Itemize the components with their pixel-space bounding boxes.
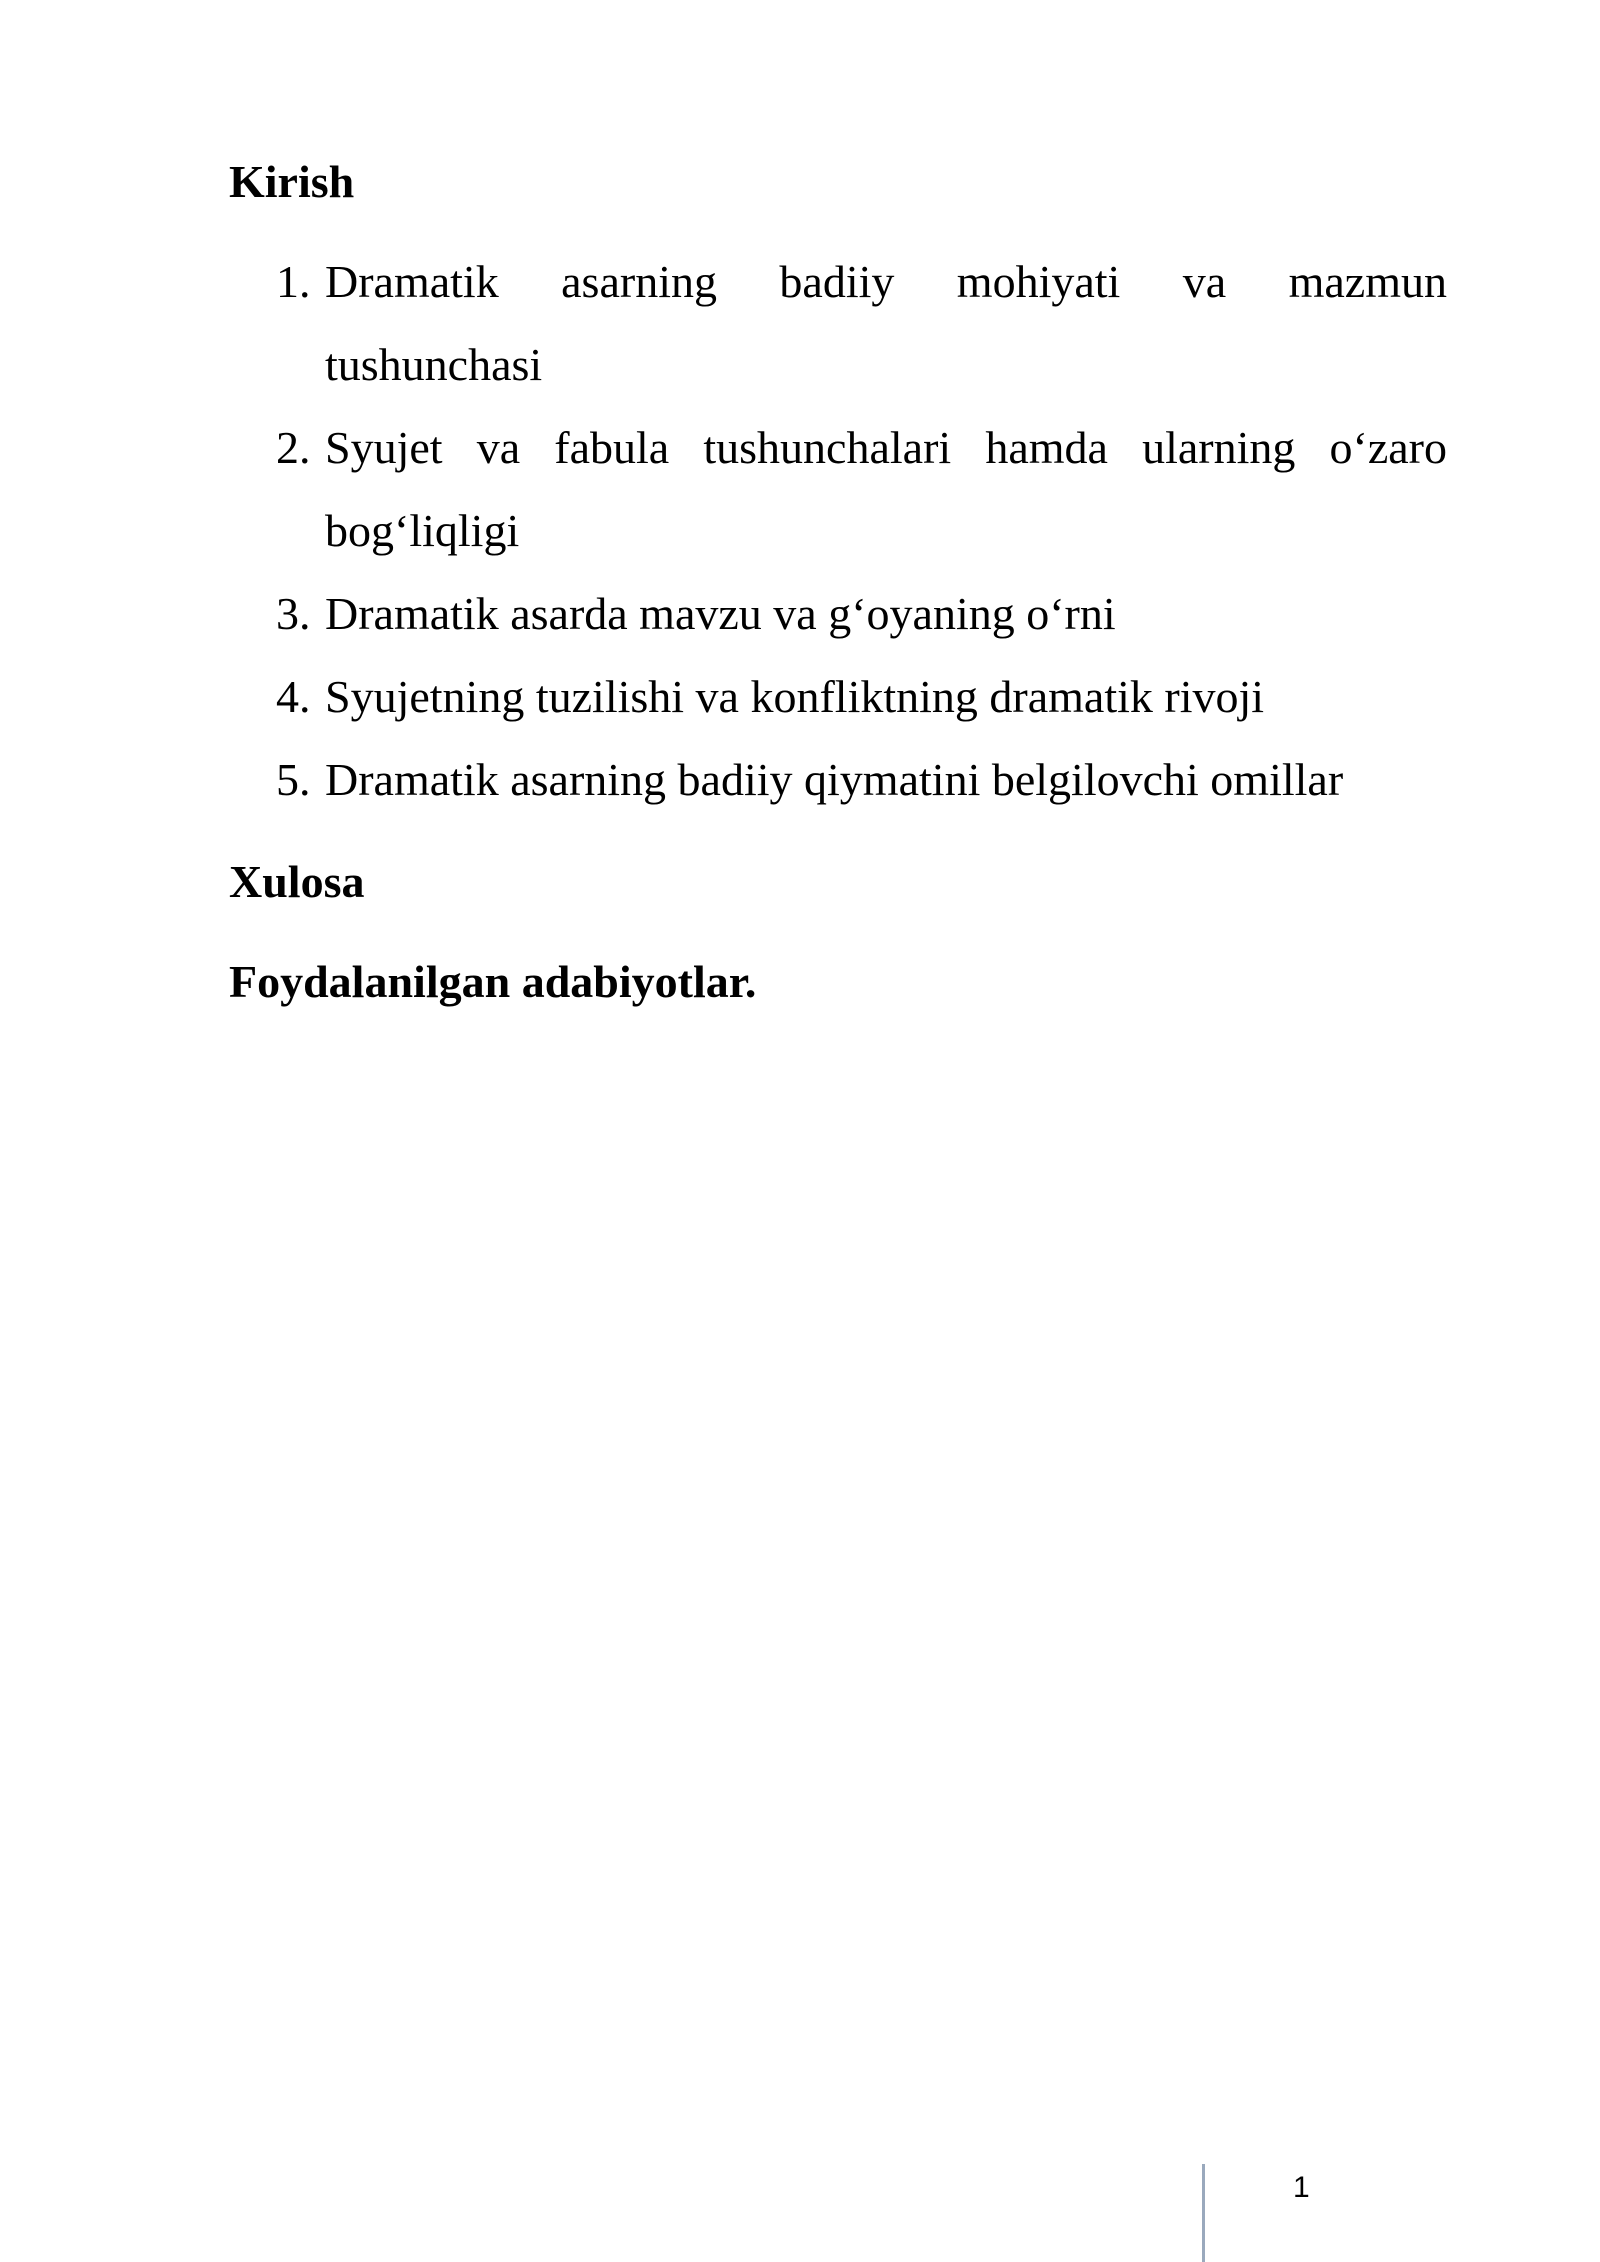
toc-item-text-line1: Dramatik asarning badiiy mohiyati va mazmun: [325, 256, 1447, 307]
conclusion-heading: Xulosa: [229, 856, 365, 907]
toc-item-text-line1: Syujet va fabula tushunchalari hamda ularning o‘zaro: [325, 422, 1447, 473]
toc-item-text-line2: tushunchasi: [325, 339, 543, 390]
toc-item-number: 5.: [276, 754, 311, 805]
footer-divider: [1202, 2164, 1205, 2262]
toc-item-1: [229, 240, 1447, 406]
toc-item-number: 4.: [276, 671, 311, 722]
toc-item-number: 2.: [276, 422, 311, 473]
toc-item-5: [229, 738, 1447, 821]
toc-item-3: [229, 572, 1447, 655]
table-of-contents: [229, 240, 1447, 821]
toc-item-number: 1.: [276, 256, 311, 307]
toc-item-number: 3.: [276, 588, 311, 639]
page-number: 1: [1293, 2171, 1310, 2204]
toc-item-4: [229, 655, 1447, 738]
toc-item-text: Dramatik asarning badiiy qiymatini belgilovchi omillar: [325, 754, 1344, 805]
toc-item-2: [229, 406, 1447, 572]
toc-item-text-line2: bog‘liqligi: [325, 505, 520, 556]
intro-heading: Kirish: [229, 156, 355, 207]
toc-item-text: Dramatik asarda mavzu va g‘oyaning o‘rni: [325, 588, 1116, 639]
references-heading: Foydalanilgan adabiyotlar.: [229, 956, 757, 1007]
toc-item-text: Syujetning tuzilishi va konfliktning dramatik rivoji: [325, 671, 1265, 722]
